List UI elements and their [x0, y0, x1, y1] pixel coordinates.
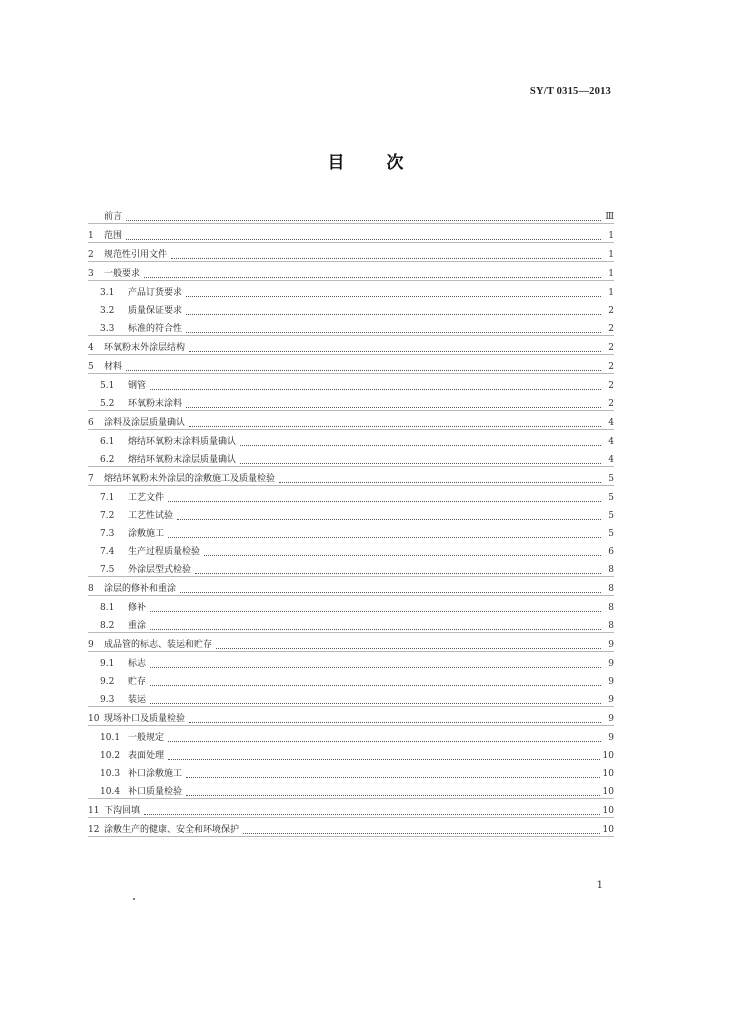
toc-entry-label: 工艺文件 [128, 493, 165, 503]
toc-leader-dots [150, 666, 601, 668]
toc-entry-page: 10 [602, 806, 614, 816]
toc-entry-label: 熔结环氧粉末涂层质量确认 [128, 455, 237, 465]
toc-entry-page: 8 [608, 621, 614, 631]
toc-entry-page: 6 [608, 547, 614, 557]
toc-leader-dots [243, 832, 600, 834]
toc-entry-number: 7.5 [100, 565, 115, 575]
toc-entry-page: 5 [608, 493, 614, 503]
toc-leader-dots [177, 518, 601, 520]
toc-entry-number: 4 [88, 343, 94, 353]
toc-leader-dots [189, 350, 601, 352]
toc-entry-label: 环氧粉末外涂层结构 [104, 343, 186, 353]
toc-entry[interactable] [88, 780, 614, 799]
toc-entry-number: 10.4 [100, 787, 121, 797]
toc-entry-label: 涂层的修补和重涂 [104, 584, 177, 594]
toc-entry[interactable] [88, 522, 614, 540]
toc-entry[interactable] [88, 707, 614, 726]
toc-entry-label: 涂敷施工 [128, 529, 165, 539]
toc-entry[interactable] [88, 205, 614, 224]
toc-entry-label: 环氧粉末涂料 [128, 399, 183, 409]
toc-entry-number: 10.3 [100, 769, 121, 779]
toc-entry-page: 2 [608, 399, 614, 409]
toc-entry[interactable] [88, 467, 614, 486]
toc-entry[interactable] [88, 614, 614, 633]
toc-entry[interactable] [88, 486, 614, 504]
toc-entry-page: Ⅲ [605, 212, 614, 222]
toc-entry-number: 12 [88, 825, 100, 835]
toc-leader-dots [240, 444, 601, 446]
scan-speck [133, 898, 135, 900]
toc-entry-number: 5.2 [100, 399, 115, 409]
toc-entry[interactable] [88, 818, 614, 837]
toc-entry-page: 2 [608, 381, 614, 391]
standard-code: SY/T 0315—2013 [529, 86, 611, 97]
toc-entry-number: 3.3 [100, 324, 115, 334]
toc-entry-number: 1 [88, 231, 94, 241]
title-char-1: 目 [327, 153, 345, 173]
toc-entry-number: 7.3 [100, 529, 115, 539]
toc-entry-page: 10 [602, 769, 614, 779]
toc-entry-page: 9 [608, 733, 614, 743]
toc-entry-page: 1 [608, 288, 614, 298]
toc-entry[interactable] [88, 262, 614, 281]
toc-entry-label: 质量保证要求 [128, 306, 183, 316]
toc-leader-dots [204, 554, 601, 556]
toc-leader-dots [180, 591, 601, 593]
toc-entry-label: 外涂层型式检验 [128, 565, 192, 575]
toc-entry-page: 10 [602, 787, 614, 797]
toc-entry-label: 产品订货要求 [128, 288, 183, 298]
toc-entry-number: 6.2 [100, 455, 115, 465]
toc-entry-number: 10.2 [100, 751, 121, 761]
toc-entry[interactable] [88, 799, 614, 818]
toc-entry-label: 前言 [104, 212, 123, 222]
toc-entry-number: 6.1 [100, 437, 115, 447]
toc-leader-dots [126, 369, 601, 371]
toc-leader-dots [126, 238, 601, 240]
toc-entry-number: 7.2 [100, 511, 115, 521]
toc-leader-dots [195, 572, 601, 574]
toc-leader-dots [150, 684, 601, 686]
toc-leader-dots [216, 647, 601, 649]
toc-entry-label: 现场补口及质量检验 [104, 714, 186, 724]
toc-entry-number: 3.1 [100, 288, 115, 298]
toc-entry[interactable] [88, 411, 614, 430]
toc-leader-dots [168, 740, 601, 742]
toc-entry[interactable] [88, 762, 614, 780]
toc-leader-dots [279, 481, 601, 483]
toc-entry-number: 8.1 [100, 603, 115, 613]
toc-entry-label: 熔结环氧粉末外涂层的涂敷施工及质量检验 [104, 474, 276, 484]
toc-entry[interactable] [88, 558, 614, 577]
toc-entry-page: 2 [608, 343, 614, 353]
toc-leader-dots [186, 406, 601, 408]
toc-leader-dots [150, 628, 601, 630]
toc-entry-label: 工艺性试验 [128, 511, 174, 521]
title-char-2: 次 [386, 153, 404, 173]
toc-entry-label: 装运 [128, 695, 147, 705]
toc-entry-page: 1 [608, 269, 614, 279]
toc-entry-label: 贮存 [128, 677, 147, 687]
toc-leader-dots [186, 331, 601, 333]
toc-leader-dots [168, 758, 600, 760]
toc-entry-page: 8 [608, 565, 614, 575]
toc-leader-dots [240, 462, 601, 464]
toc-leader-dots [186, 295, 601, 297]
toc-entry-page: 2 [608, 306, 614, 316]
toc-entry-page: 9 [608, 677, 614, 687]
toc-entry-page: 9 [608, 695, 614, 705]
toc-entry-page: 5 [608, 474, 614, 484]
toc-entry[interactable] [88, 243, 614, 262]
toc-entry-number: 6 [88, 418, 94, 428]
toc-entry-number: 9.1 [100, 659, 115, 669]
toc-entry-label: 重涂 [128, 621, 147, 631]
toc-entry-number: 10 [88, 714, 100, 724]
toc-leader-dots [144, 276, 601, 278]
toc-entry-label: 修补 [128, 603, 147, 613]
toc-leader-dots [126, 219, 601, 221]
toc-entry[interactable] [88, 688, 614, 707]
toc-leader-dots [171, 257, 601, 259]
toc-entry-page: 1 [608, 231, 614, 241]
toc-entry[interactable] [88, 744, 614, 762]
toc-entry[interactable] [88, 596, 614, 614]
toc-leader-dots [186, 776, 600, 778]
toc-entry-label: 一般规定 [128, 733, 165, 743]
toc-entry-number: 5.1 [100, 381, 115, 391]
toc-entry[interactable] [88, 504, 614, 522]
toc-entry-number: 9 [88, 640, 94, 650]
toc-entry-page: 2 [608, 362, 614, 372]
toc-entry-page: 10 [602, 825, 614, 835]
toc-entry[interactable] [88, 317, 614, 336]
toc-entry-page: 10 [602, 751, 614, 761]
toc-entry-label: 补口质量检验 [128, 787, 183, 797]
toc-entry-number: 2 [88, 250, 94, 260]
toc-entry-page: 9 [608, 714, 614, 724]
toc-leader-dots [168, 536, 601, 538]
toc-entry-page: 4 [608, 455, 614, 465]
toc-leader-dots [168, 500, 601, 502]
toc-entry-label: 熔结环氧粉末涂料质量确认 [128, 437, 237, 447]
toc-leader-dots [186, 794, 600, 796]
toc-entry-page: 4 [608, 437, 614, 447]
toc-leader-dots [186, 313, 601, 315]
toc-entry-number: 8 [88, 584, 94, 594]
toc-entry-label: 涂敷生产的健康、安全和环境保护 [104, 825, 240, 835]
toc-leader-dots [144, 813, 600, 815]
toc-entry-number: 7.1 [100, 493, 115, 503]
toc-entry[interactable] [88, 299, 614, 317]
toc-entry[interactable] [88, 633, 614, 652]
toc-entry-label: 标志 [128, 659, 147, 669]
toc-entry[interactable] [88, 577, 614, 596]
toc-entry-page: 5 [608, 529, 614, 539]
toc-leader-dots [189, 425, 601, 427]
toc-entry-page: 2 [608, 324, 614, 334]
toc-entry-number: 7 [88, 474, 94, 484]
toc-entry[interactable] [88, 336, 614, 355]
toc-entry-page: 8 [608, 584, 614, 594]
toc-entry-label: 一般要求 [104, 269, 141, 279]
toc-entry-page: 9 [608, 640, 614, 650]
toc-entry[interactable] [88, 355, 614, 374]
toc-entry-label: 涂料及涂层质量确认 [104, 418, 186, 428]
toc-entry-number: 3 [88, 269, 94, 279]
page-number: 1 [596, 880, 603, 891]
toc-leader-dots [189, 721, 601, 723]
toc-entry[interactable] [88, 281, 614, 299]
toc-entry-number: 11 [88, 806, 100, 816]
toc-entry[interactable] [88, 392, 614, 411]
toc-entry-page: 5 [608, 511, 614, 521]
table-of-contents [88, 205, 614, 837]
toc-entry-page: 8 [608, 603, 614, 613]
toc-entry-number: 3.2 [100, 306, 115, 316]
toc-entry-label: 范围 [104, 231, 123, 241]
toc-entry-label: 下沟回填 [104, 806, 141, 816]
toc-entry-label: 标准的符合性 [128, 324, 183, 334]
toc-entry[interactable] [88, 652, 614, 670]
toc-entry[interactable] [88, 430, 614, 448]
toc-entry[interactable] [88, 670, 614, 688]
toc-entry-label: 规范性引用文件 [104, 250, 168, 260]
toc-entry-label: 补口涂敷施工 [128, 769, 183, 779]
toc-entry[interactable] [88, 374, 614, 392]
toc-entry-number: 8.2 [100, 621, 115, 631]
toc-entry-page: 9 [608, 659, 614, 669]
toc-leader-dots [150, 702, 601, 704]
toc-leader-dots [150, 388, 601, 390]
toc-entry-number: 10.1 [100, 733, 121, 743]
toc-entry[interactable] [88, 726, 614, 744]
toc-entry-label: 钢管 [128, 381, 147, 391]
toc-entry-label: 生产过程质量检验 [128, 547, 201, 557]
toc-entry-label: 材料 [104, 362, 123, 372]
toc-leader-dots [150, 610, 601, 612]
toc-entry[interactable] [88, 540, 614, 558]
toc-entry-number: 9.3 [100, 695, 115, 705]
toc-entry-number: 9.2 [100, 677, 115, 687]
toc-entry-page: 4 [608, 418, 614, 428]
toc-entry[interactable] [88, 448, 614, 467]
toc-entry-number: 5 [88, 362, 94, 372]
toc-entry-page: 1 [608, 250, 614, 260]
toc-entry-number: 7.4 [100, 547, 115, 557]
toc-entry[interactable] [88, 224, 614, 243]
toc-entry-label: 成品管的标志、装运和贮存 [104, 640, 213, 650]
page-title [0, 148, 731, 173]
toc-entry-label: 表面处理 [128, 751, 165, 761]
